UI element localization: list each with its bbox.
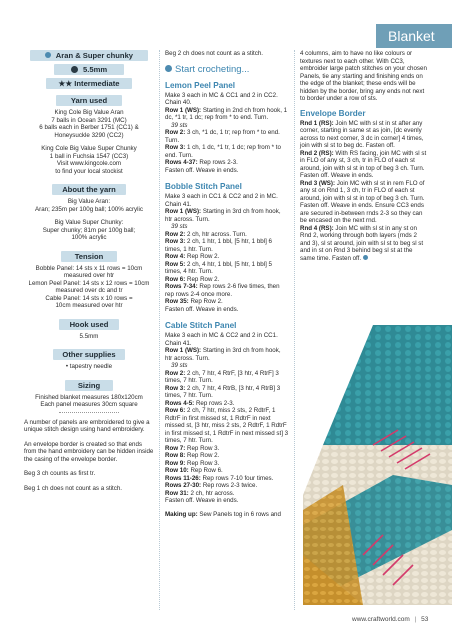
row-label: Row 6: xyxy=(165,407,186,414)
page-footer xyxy=(352,616,428,623)
section-title-sizing: Sizing xyxy=(65,380,113,391)
row-label: Row 3: xyxy=(165,144,186,151)
text-line: Lemon Peel Panel: 14 sts x 12 rows = 10cm xyxy=(28,279,150,287)
text-line: Finished blanket measures 180x120cm xyxy=(35,393,143,401)
yarn-weight-label: Aran & Super chunky xyxy=(55,51,134,60)
text-line: Chain 41. xyxy=(165,339,192,347)
row-text: 1 ch, 1 dc, *1 tr, 1 dc; rep from * to end. Turn. xyxy=(165,144,281,159)
row-label: Row 35: xyxy=(165,298,189,305)
row-text: 2 ch, 7 htr, 4 RtrB, [3 htr, 4 RtrB] 3 times, 7 htr. Turn. xyxy=(165,384,281,399)
website-url: www.craftworld.com xyxy=(352,616,410,623)
pattern-row xyxy=(165,475,289,483)
row-text: With RS facing, join MC with sl st in FLO of any st, 3 ch, tr in FLO of each st around, join with sl st in top of beg 3 ch. Turn. xyxy=(300,149,427,172)
blanket-photo xyxy=(303,325,452,605)
row-label: Row 31: xyxy=(165,489,189,497)
row-text: Rep rows 2-3 twice. xyxy=(201,482,258,489)
pattern-row xyxy=(165,482,289,490)
text-line: Fasten off. Weave in ends. xyxy=(165,166,239,174)
row-label: Row 2: xyxy=(165,369,186,377)
row-label: Row 1 (WS): xyxy=(165,208,202,215)
row-text: 2 ch, 7 htr, miss 2 sts, 2 RdtrF, 1 RdtrF in first missed st, 1 RdtrF in next missed st, [3 htr, miss 2 sts, 2 RdtrF, 1 RdtrF in first missed st, 1 RdtrF in next missed st] 3 times, 7 htr. Turn. xyxy=(165,407,289,444)
yarn-ball-icon xyxy=(45,52,51,58)
row-label: Making up: xyxy=(165,510,198,518)
row-label: Rnd 1 (RS): xyxy=(300,119,334,127)
row-label: Rnd 3 (WS): xyxy=(300,179,336,187)
text-line: Each panel measures 30cm square xyxy=(40,401,138,408)
lemon-peel-title: Lemon Peel Panel xyxy=(165,80,236,90)
pattern-row xyxy=(300,180,428,203)
row-label: Row 9: xyxy=(165,459,186,467)
text-line: Bobble Panel: 14 sts x 11 rows = 10cm xyxy=(35,264,143,272)
text-line: Big Value Aran: xyxy=(67,198,111,205)
bobble-stitch-title: Bobble Stitch Panel xyxy=(165,182,242,191)
row-label: Row 1 (WS): xyxy=(165,347,202,354)
skill-level-label: Intermediate xyxy=(74,79,120,88)
row-text: Rep rows 2-6 five times, then rep rows 2-4 once more. xyxy=(165,283,280,298)
row-label: Row 3: xyxy=(165,384,186,392)
row-label: Rows 11-26: xyxy=(165,474,201,482)
pattern-row xyxy=(300,150,428,173)
pattern-row xyxy=(165,370,289,385)
text-line: Big Value Super Chunky: xyxy=(54,219,124,226)
row-text: 2 ch, 1 htr, 1 bbl, [5 htr, 1 bbl] 6 times, 1 htr. Turn. xyxy=(165,238,272,253)
text-line: Super chunky; 81m per 100g ball; xyxy=(42,226,136,234)
row-text: Rep Row 3. xyxy=(185,444,220,452)
row-label: Row 3: xyxy=(165,238,186,245)
text-line: 6 balls each in Berber 1751 (CC1) & xyxy=(39,124,139,131)
text-line: Make 3 each in CC1 & CC2 and 2 in MC. xyxy=(165,193,278,200)
note-beg-3ch: Beg 3 ch counts as first tr. xyxy=(24,470,96,477)
section-title-tension: Tension xyxy=(61,251,117,262)
row-label: Row 1 (WS): xyxy=(165,106,202,114)
stitch-count xyxy=(165,223,289,231)
row-label: Row 10: xyxy=(165,467,189,474)
text-line: King Cole Big Value Aran xyxy=(54,109,124,116)
note-beg-1ch: Beg 1 ch does not count as a stitch. xyxy=(24,484,123,492)
row-label: Row 6: xyxy=(165,275,186,283)
pattern-row xyxy=(165,407,289,445)
row-label: Row 2: xyxy=(165,230,186,238)
text-line: Cable Panel: 14 sts x 10 rows = xyxy=(45,294,133,302)
hook-icon xyxy=(71,66,78,73)
text-line: 10cm measured over htr xyxy=(55,302,123,309)
page-title: Blanket xyxy=(376,24,452,48)
text-line: 7 balls in Ocean 3291 (MC) xyxy=(51,116,127,124)
text-line: Chain 41. xyxy=(165,200,192,208)
stitch-count-text: 39 sts xyxy=(171,362,188,369)
row-label: Row 8: xyxy=(165,452,186,459)
page-number: 53 xyxy=(421,616,429,623)
pattern-row xyxy=(165,347,289,362)
dotted-separator xyxy=(59,412,119,413)
row-text: Rep Row 6. xyxy=(188,467,223,474)
pattern-row xyxy=(165,238,289,253)
stitch-count xyxy=(165,122,289,130)
text-line: Visit www.kingcole.com xyxy=(56,160,122,167)
row-text: Join MC with sl st in any st on Rnd 2, working through both layers (rnds 2 and 3), sl st around, join with sl st to beg sl st and in st on Rnd 3 behind beg sl st at the same time. Fasten off. xyxy=(300,224,424,262)
tension-text xyxy=(24,265,154,310)
pattern-info-column xyxy=(24,50,154,492)
pattern-row xyxy=(165,159,289,167)
start-label: Start crocheting... xyxy=(175,63,250,75)
stitch-count-text: 39 sts xyxy=(171,121,188,129)
sizing-text xyxy=(24,394,154,409)
skill-level-badge xyxy=(46,78,132,89)
border-column xyxy=(300,50,428,262)
pattern-row xyxy=(165,467,289,475)
stitch-count xyxy=(165,362,289,370)
text-line: to find your local stockist xyxy=(55,167,123,175)
text-line: Aran; 235m per 100g ball; 100% acrylic xyxy=(35,205,143,213)
row-text: Starting in 3rd ch from hook, htr across. Turn. xyxy=(165,347,281,362)
row-label: Rows 7-34: xyxy=(165,283,198,290)
text-line: Honeysuckle 3290 (CC2) xyxy=(54,131,124,139)
pattern-row xyxy=(165,144,289,159)
pattern-row xyxy=(165,490,289,498)
row-label: Row 2: xyxy=(165,129,186,136)
pattern-row xyxy=(165,231,289,239)
pattern-row xyxy=(165,298,289,306)
pattern-row xyxy=(165,107,289,122)
text-line: measured over dc and tr xyxy=(55,287,123,294)
footer-separator: | xyxy=(414,616,417,623)
row-text: 2 ch, htr across. Turn. xyxy=(185,230,247,238)
text-line: 1 ball in Fuchsia 1547 (CC3) xyxy=(49,152,129,160)
row-text: Starting in 3rd ch from hook, htr across. Turn. xyxy=(165,208,281,223)
text-line: Make 3 each in MC & CC2 and 2 in CC1. xyxy=(165,332,278,339)
row-text: Rep Row 2. xyxy=(185,452,220,459)
pattern-row xyxy=(165,445,289,453)
row-label: Row 4: xyxy=(165,253,186,260)
pattern-row xyxy=(165,385,289,400)
pattern-row xyxy=(165,400,289,408)
other-supplies-text: • tapestry needle xyxy=(65,363,113,370)
pattern-row xyxy=(165,452,289,460)
pattern-row xyxy=(165,460,289,468)
yarn-used-text xyxy=(24,109,154,175)
column-divider xyxy=(294,50,295,610)
section-title-about-yarn: About the yarn xyxy=(52,184,126,195)
section-title-other-supplies: Other supplies xyxy=(53,349,125,360)
end-bullet-icon xyxy=(363,255,368,260)
pattern-row xyxy=(300,225,428,263)
row-text: Rep rows 2-3. xyxy=(194,399,235,407)
note-beg-2ch: Beg 2 ch does not count as a stitch. xyxy=(165,50,264,57)
row-text: Join MC with sl st in rem FLO of any st on Rnd 1, 3 ch, tr in FLO of each st around, join with sl st in top of beg 3 ch. Turn. xyxy=(300,179,425,202)
text-line: Fasten off. Weave in ends. xyxy=(165,305,239,313)
text-line: Make 3 each in MC & CC1 and 2 in CC2. xyxy=(165,91,278,99)
row-label: Rows 4-37: xyxy=(165,159,198,166)
row-label: Rows 4-5: xyxy=(165,399,195,407)
start-crocheting-heading xyxy=(165,64,289,76)
pattern-row xyxy=(300,120,428,150)
row-text: 2 ch, 7 htr, 4 RtrF, [3 htr, 4 RtrF] 3 times, 7 htr. Turn. xyxy=(165,369,279,384)
pattern-row xyxy=(165,283,289,298)
section-title-yarn-used: Yarn used xyxy=(56,95,122,106)
row-text: Starting in 2nd ch from hook, 1 dc, *1 tr, 1 dc; rep from * to end. Turn. xyxy=(165,106,288,121)
making-up-continued: 4 columns, aim to have no like colours or textures next to each other. With CC3, embroider large patch stitches on your chosen Panels, tie any starting and finishing ends on the edge of the blanket; these ends will be hidden by the border, bring any ends not next to border under a row of sts. xyxy=(300,50,427,102)
star-icon: ★★ xyxy=(58,79,73,88)
pattern-row xyxy=(165,276,289,284)
text-line: Fasten off. Weave in ends. xyxy=(300,172,374,179)
row-text: Rep Row 3. xyxy=(185,459,220,467)
pattern-row xyxy=(165,261,289,276)
hook-size-badge xyxy=(54,64,124,75)
making-up-text xyxy=(165,511,289,519)
row-text: Rep Row 2. xyxy=(185,275,220,283)
text-line: Chain 40. xyxy=(165,99,192,106)
row-label: Rows 27-30: xyxy=(165,482,202,489)
text-line: King Cole Big Value Super Chunky xyxy=(41,145,137,152)
row-label: Row 7: xyxy=(165,444,186,452)
section-title-hook-used: Hook used xyxy=(59,319,119,330)
instructions-column xyxy=(165,50,289,518)
bullet-icon xyxy=(165,65,172,72)
row-text: 2 ch, 4 htr, 1 bbl, [5 htr, 1 bbl] 5 times, 4 htr. Turn. xyxy=(165,260,272,275)
row-text: Sew Panels tog in 6 rows and xyxy=(197,510,281,518)
yarn-weight-badge xyxy=(30,50,148,61)
row-text: Rep Row 2. xyxy=(185,253,220,260)
row-label: Row 5: xyxy=(165,260,186,268)
hook-size-label: 5.5mm xyxy=(83,65,108,74)
row-text: Rep rows 2-3. xyxy=(197,159,238,166)
row-text: Rep Row 2. xyxy=(188,298,223,305)
note-envelope-border: An envelope border is created so that ends from the hand embroidery can be hidden inside the casing of the envelope border. xyxy=(24,440,154,463)
row-text: Rep rows 7-10 four times. xyxy=(200,474,274,482)
row-text: 3 ch, *1 dc, 1 tr; rep from * to end. Turn. xyxy=(165,129,280,144)
row-label: Rnd 4 (RS): xyxy=(300,224,334,232)
pattern-row xyxy=(165,129,289,144)
stitch-count-text: 39 sts xyxy=(171,223,188,230)
pattern-row xyxy=(165,253,289,261)
text-line: Fasten off. Weave in ends. xyxy=(165,497,239,504)
column-divider xyxy=(159,50,160,610)
cable-stitch-title: Cable Stitch Panel xyxy=(165,321,237,330)
blanket-photo-graphic xyxy=(303,325,452,605)
pattern-row xyxy=(165,208,289,223)
text-line: Fasten off. Weave in ends. Ensure CC3 ends are secured in-between rnds 2-3 so they can be encased on the next rnd. xyxy=(300,202,424,224)
row-label: Rnd 2 (RS): xyxy=(300,149,334,157)
hook-used-text: 5.5mm xyxy=(79,332,99,340)
note-embroidered: A number of panels are embroidered to give a unique stitch design using hand embroidery. xyxy=(24,418,150,433)
about-yarn-text xyxy=(24,198,154,242)
envelope-border-title: Envelope Border xyxy=(300,108,366,118)
text-line: 100% acrylic xyxy=(71,234,107,241)
row-text: Join MC with sl st in st after any corner, starting in same st as join, [dc evenly across to next corner, 3 dc in corner] 4 times, join with sl st to beg dc. Fasten off. xyxy=(300,119,424,149)
text-line: measured over htr xyxy=(63,272,115,279)
row-text: 2 ch, htr across. xyxy=(188,489,235,497)
